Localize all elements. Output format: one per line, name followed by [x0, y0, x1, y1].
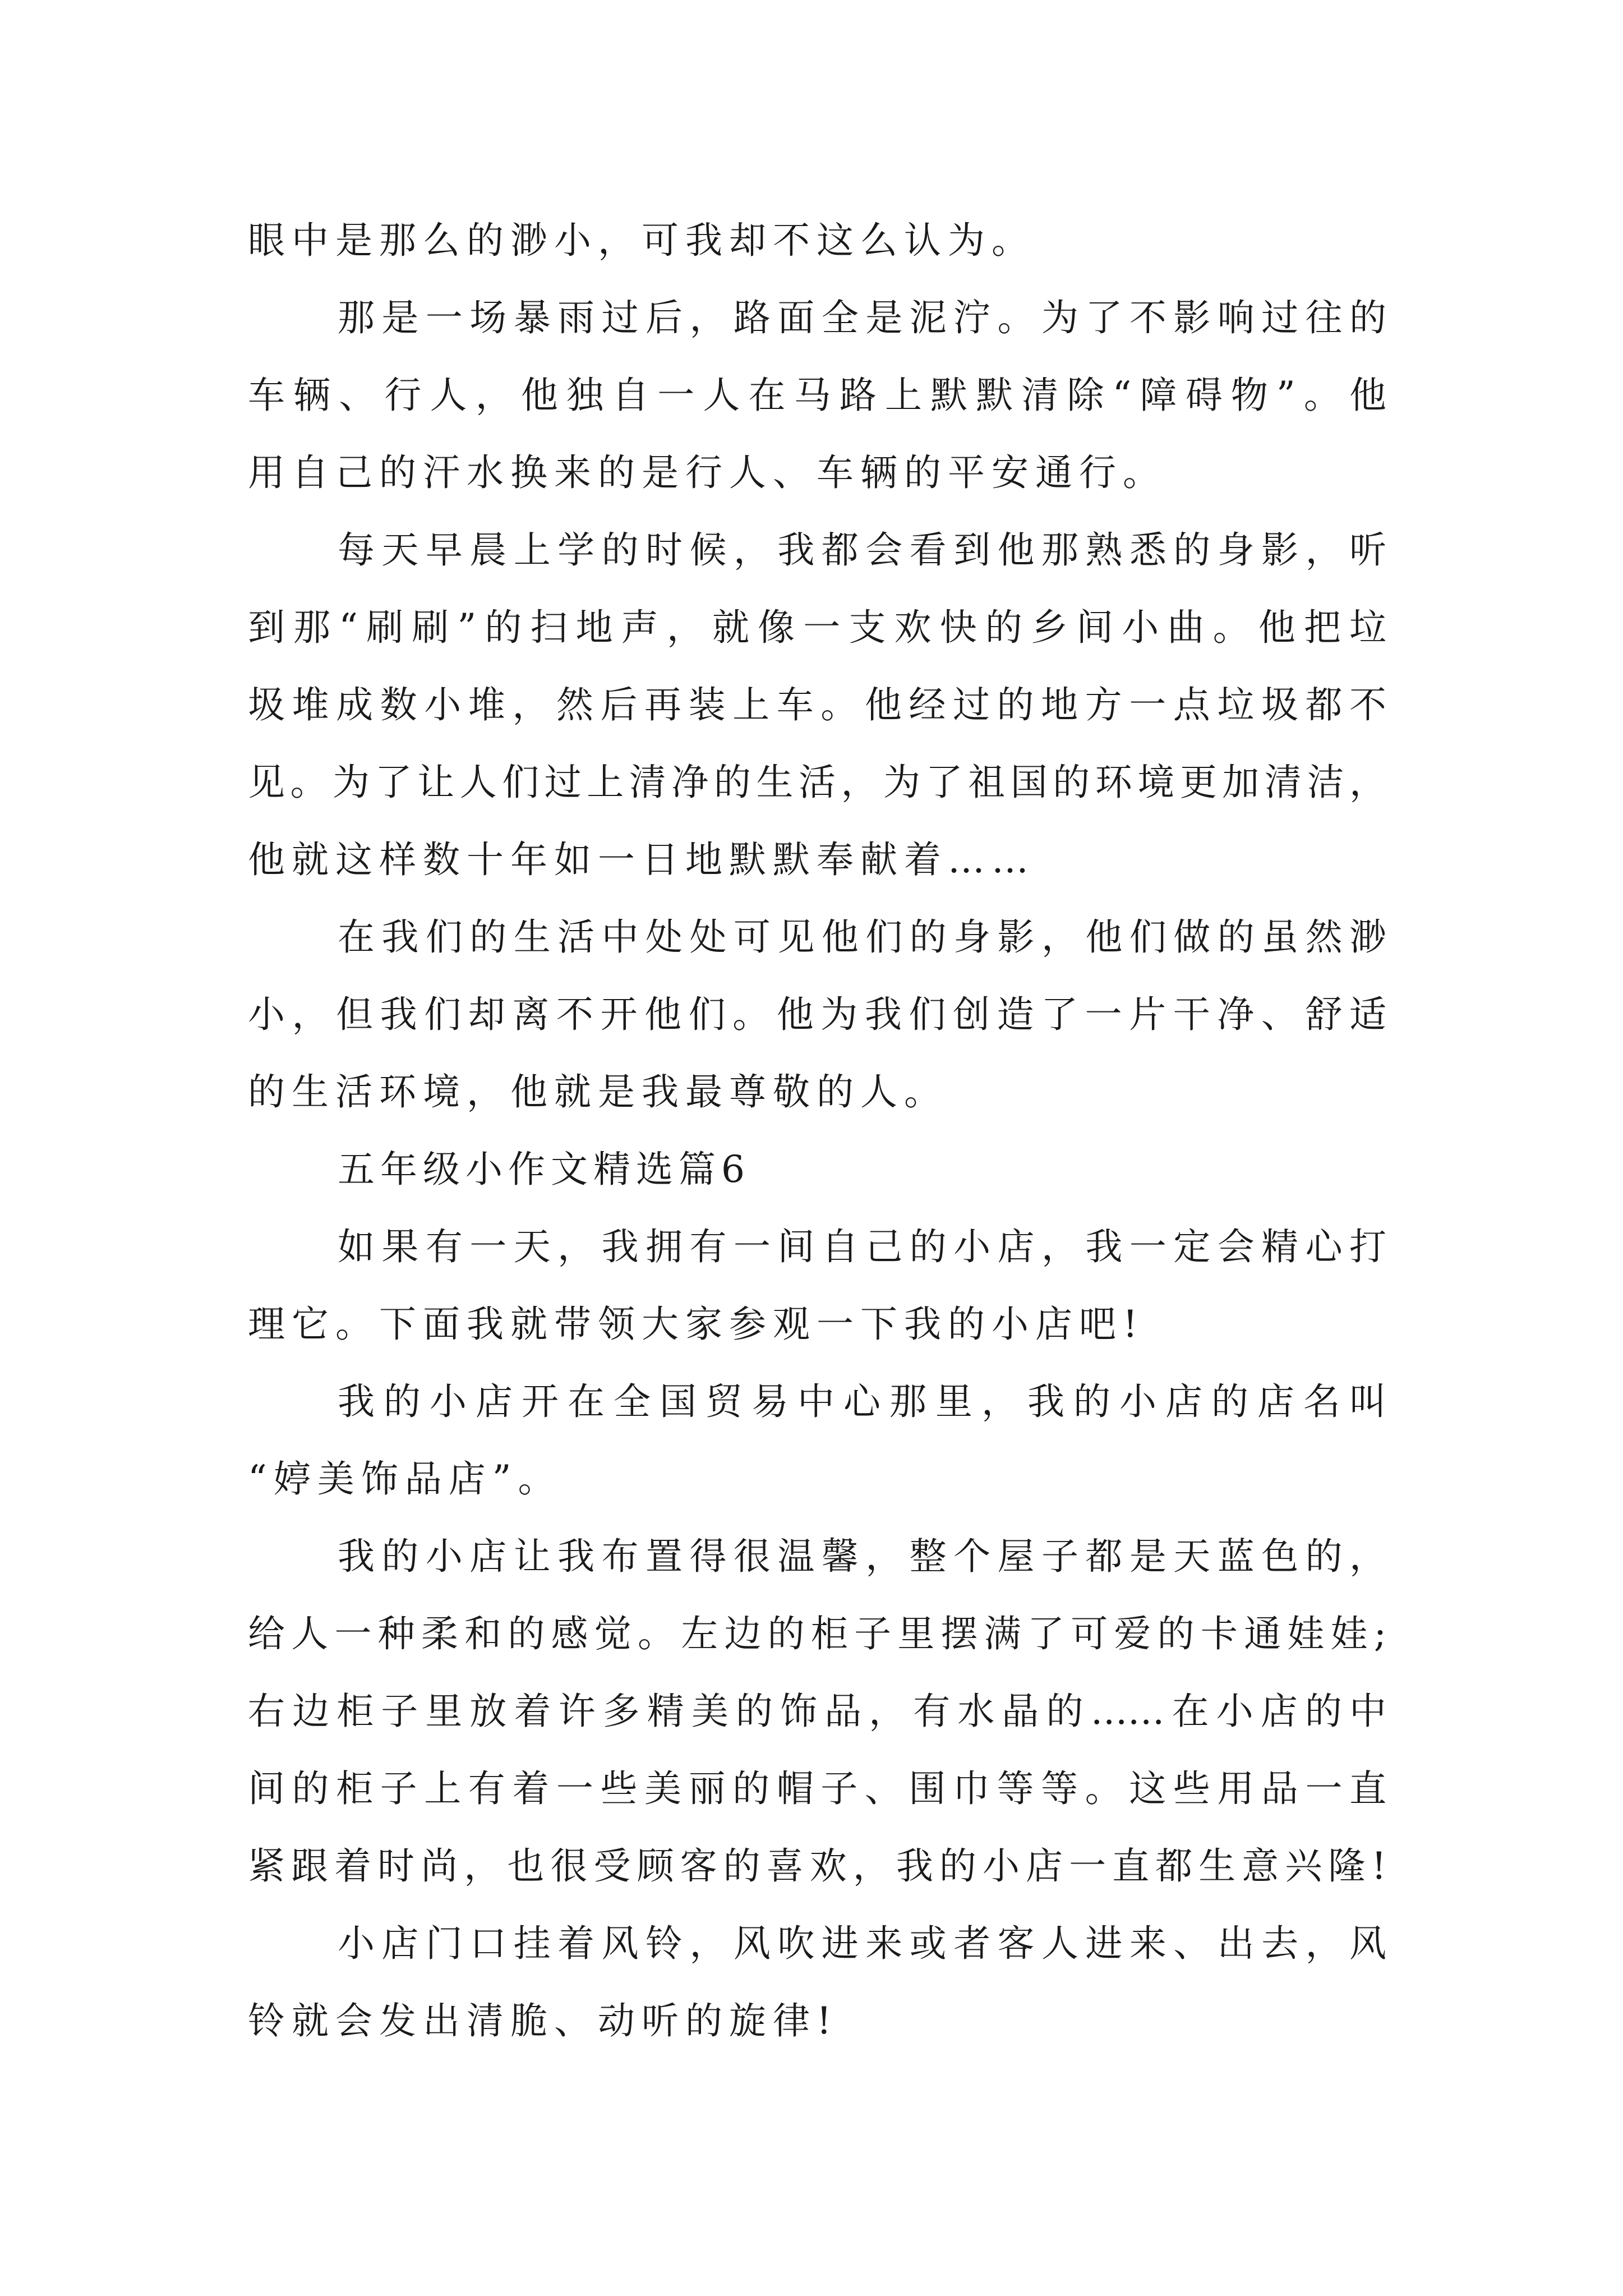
text-line: 紧跟着时尚，也很受顾客的喜欢，我的小店一直都生意兴隆! — [248, 1844, 1386, 1888]
text-line: 在我们的生活中处处可见他们的身影，他们做的虽然渺 — [338, 915, 1386, 959]
text-line: 每天早晨上学的时候，我都会看到他那熟悉的身影，听 — [338, 528, 1386, 572]
text-line: 如果有一天，我拥有一间自己的小店，我一定会精心打 — [338, 1225, 1386, 1268]
text-line: 间的柜子上有着一些美丽的帽子、围巾等等。这些用品一直 — [248, 1767, 1386, 1810]
text-line: 右边柜子里放着许多精美的饰品，有水晶的……在小店的中 — [248, 1690, 1386, 1733]
text-line: 铃就会发出清脆、动听的旋律! — [248, 1999, 838, 2042]
text-line: 小，但我们却离不开他们。他为我们创造了一片干净、舒适 — [248, 993, 1386, 1036]
text-line: 给人一种柔和的感觉。左边的柜子里摆满了可爱的卡通娃娃; — [248, 1612, 1386, 1655]
document-body — [248, 202, 1386, 2060]
text-line: 那是一场暴雨过后，路面全是泥泞。为了不影响过往的 — [338, 296, 1386, 339]
section-heading: 五年级小作文精选篇6 — [338, 1148, 750, 1191]
text-line: 小店门口挂着风铃，风吹进来或者客人进来、出去，风 — [338, 1922, 1386, 1965]
text-line: “婷美饰品店”。 — [248, 1457, 562, 1501]
text-line: 我的小店开在全国贸易中心那里，我的小店的店名叫 — [338, 1380, 1386, 1423]
text-line: 他就这样数十年如一日地默默奉献着…… — [248, 838, 1035, 881]
text-line: 眼中是那么的渺小，可我却不这么认为。 — [248, 219, 1035, 262]
text-line: 圾堆成数小堆，然后再装上车。他经过的地方一点垃圾都不 — [248, 683, 1386, 726]
text-line: 见。为了让人们过上清净的生活，为了祖国的环境更加清洁， — [248, 761, 1386, 804]
text-line: 我的小店让我布置得很温馨，整个屋子都是天蓝色的， — [338, 1535, 1386, 1578]
text-line: 车辆、行人，他独自一人在马路上默默清除“障碍物”。他 — [248, 374, 1386, 417]
text-line: 理它。下面我就带领大家参观一下我的小店吧! — [248, 1303, 1145, 1346]
text-line: 用自己的汗水换来的是行人、车辆的平安通行。 — [248, 451, 1166, 494]
text-line: 到那“刷刷”的扫地声，就像一支欢快的乡间小曲。他把垃 — [248, 606, 1386, 649]
text-line: 的生活环境，他就是我最尊敬的人。 — [248, 1070, 948, 1114]
